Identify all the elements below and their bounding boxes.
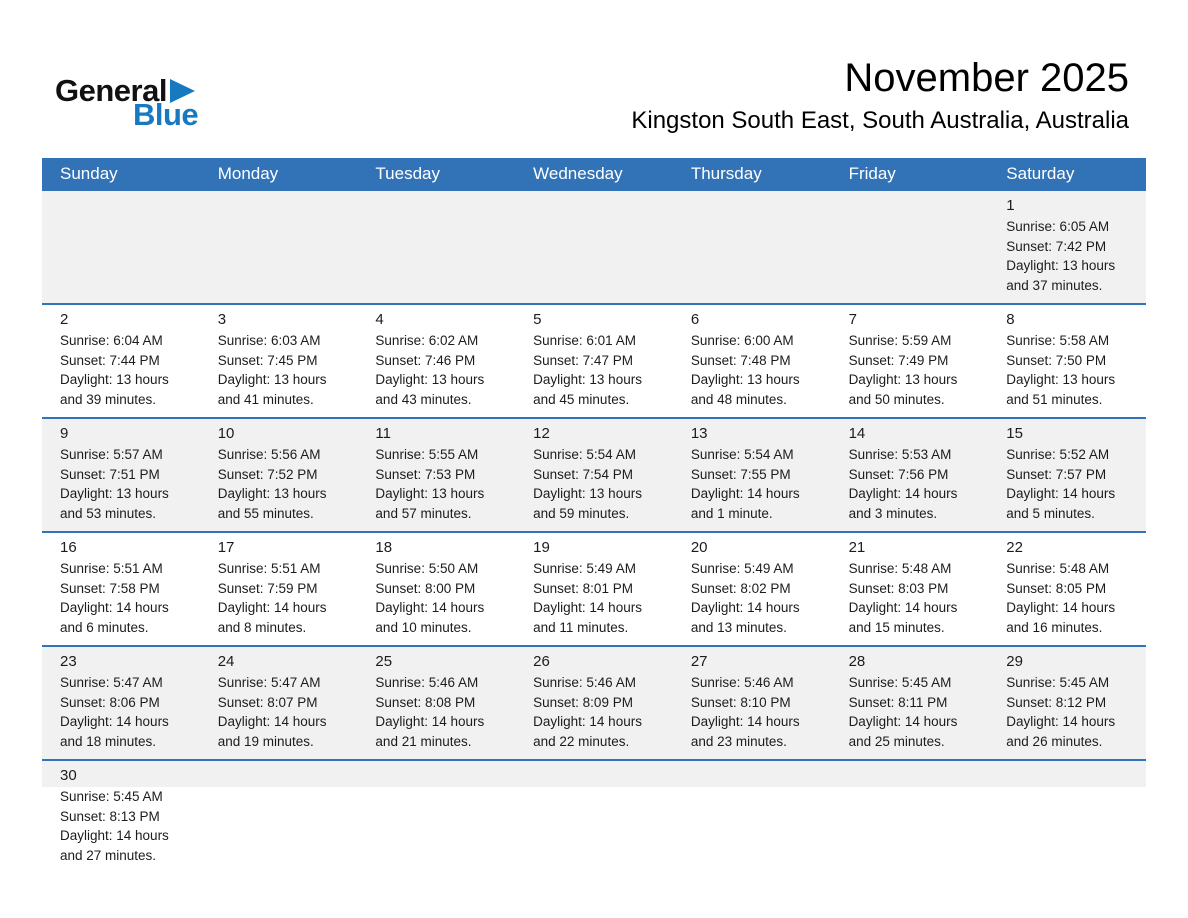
day-cell-28 [831,647,989,759]
date-number: 10 [217,425,235,442]
date-number: 23 [60,653,77,670]
day-info-line: Daylight: 13 hours [217,372,327,387]
day-info-line: Sunset: 7:49 PM [848,352,949,368]
day-info-line: Sunset: 7:48 PM [690,352,791,368]
day-cell-29 [988,647,1146,759]
weekday-header-wednesday: Wednesday [533,164,623,183]
date-number: 28 [848,653,866,670]
day-info-line: and 50 minutes. [848,391,945,407]
general-blue-logo [55,73,199,132]
day-info-line: Daylight: 13 hours [848,372,958,387]
day-info-line: Sunrise: 5:49 AM [533,561,636,576]
day-cell-empty [831,191,989,303]
day-info-line: Sunrise: 5:45 AM [848,675,952,690]
day-info-line: Sunrise: 5:45 AM [1006,675,1110,690]
day-info-line: and 11 minutes. [533,619,629,635]
day-info-line: and 13 minutes. [690,619,787,635]
day-info-line: Daylight: 14 hours [375,600,485,615]
day-info-line: Sunset: 8:05 PM [1006,580,1107,596]
day-info-line: Sunrise: 5:52 AM [1006,447,1110,462]
day-info-line: Sunrise: 5:59 AM [848,333,952,348]
date-number: 26 [533,653,550,670]
day-info-line: and 22 minutes. [533,733,630,749]
day-info-line: Daylight: 13 hours [60,486,169,501]
day-cell-empty [515,191,673,303]
week-row-2 [42,303,1146,417]
date-number: 19 [533,539,550,556]
calendar-table [42,158,1146,918]
day-info-line: and 1 minute. [690,505,773,521]
day-info-line: Daylight: 14 hours [60,600,169,615]
day-info-line: and 39 minutes. [60,391,157,407]
day-info-line: and 6 minutes. [60,619,149,635]
day-info-line: and 45 minutes. [533,391,630,407]
date-number: 29 [1006,653,1023,670]
day-cell-2 [42,305,200,417]
weekday-header-row [42,158,1146,189]
date-number: 5 [533,311,542,328]
day-info-line: and 43 minutes. [375,391,472,407]
day-info-line: Sunset: 8:11 PM [848,694,948,710]
day-info-line: Daylight: 13 hours [533,486,642,501]
day-info-line: Daylight: 14 hours [1006,486,1116,501]
day-cell-22 [988,533,1146,645]
day-info-line: and 57 minutes. [375,505,472,521]
day-info-line: and 41 minutes. [217,391,314,407]
calendar-grid [42,189,1146,873]
date-number: 24 [217,653,235,670]
weekday-header-monday: Monday [217,164,279,183]
week-row-5 [42,645,1146,759]
week-row-4 [42,531,1146,645]
day-info-line: and 59 minutes. [533,505,630,521]
day-cell-empty [357,191,515,303]
day-info-line: Sunset: 8:13 PM [60,808,160,824]
date-number: 15 [1006,425,1023,442]
day-info-line: Sunset: 7:58 PM [60,580,160,596]
week-row-6 [42,759,1146,873]
day-info-line: Sunset: 7:56 PM [848,466,949,482]
day-info-line: and 16 minutes. [1006,619,1103,635]
day-cell-18 [357,533,515,645]
logo-text-general: General [55,73,167,108]
date-number: 14 [848,425,866,442]
day-cell-16 [42,533,200,645]
day-info-line: Sunset: 7:51 PM [60,466,160,482]
day-cell-empty [200,191,358,303]
date-number: 11 [375,425,391,442]
weekday-header-thursday: Thursday [690,164,762,183]
date-number: 7 [848,311,857,328]
day-info-line: Sunrise: 5:46 AM [533,675,636,690]
day-info-line: Sunset: 8:07 PM [217,694,318,710]
day-cell-21 [831,533,989,645]
day-info-line: Sunset: 8:09 PM [533,694,633,710]
day-cell-15 [988,419,1146,531]
day-info-line: Sunrise: 6:03 AM [217,333,321,348]
day-info-line: Daylight: 14 hours [533,714,642,729]
day-info-line: Sunrise: 6:00 AM [690,333,794,348]
day-info-line: and 37 minutes. [1006,277,1103,293]
date-number: 16 [60,539,77,556]
day-info-line: Daylight: 13 hours [1006,372,1116,387]
day-info-line: and 51 minutes. [1006,391,1103,407]
day-info-line: Daylight: 13 hours [375,372,485,387]
day-info-line: Sunrise: 5:51 AM [60,561,163,576]
day-cell-12 [515,419,673,531]
day-info-line: Sunrise: 5:45 AM [60,789,163,804]
day-info-line: Sunrise: 5:49 AM [690,561,794,576]
day-info-line: Daylight: 14 hours [533,600,642,615]
date-number: 6 [690,311,700,328]
date-number: 4 [375,311,384,328]
day-info-line: Sunrise: 6:01 AM [533,333,636,348]
day-info-line: Sunset: 7:46 PM [375,352,476,368]
day-info-line: and 10 minutes. [375,619,472,635]
date-number: 8 [1006,311,1015,328]
day-info-line: Sunset: 7:44 PM [60,352,160,368]
day-info-line: Daylight: 13 hours [217,486,327,501]
week-row-1 [42,189,1146,303]
day-info-line: Daylight: 14 hours [60,828,169,843]
day-info-line: Sunset: 7:55 PM [690,466,791,482]
day-info-line: Sunset: 8:06 PM [60,694,160,710]
date-number: 30 [60,767,77,784]
week-row-3 [42,417,1146,531]
day-info-line: and 25 minutes. [848,733,945,749]
day-cell-17 [200,533,358,645]
day-cell-empty [515,761,673,873]
day-info-line: Daylight: 14 hours [217,714,327,729]
date-number: 27 [690,653,708,670]
date-number: 17 [217,539,235,556]
day-info-line: and 26 minutes. [1006,733,1103,749]
weekday-header-friday: Friday [848,164,896,183]
day-info-line: Sunrise: 5:51 AM [217,561,321,576]
day-cell-1 [988,191,1146,303]
day-info-line: and 48 minutes. [690,391,787,407]
day-info-line: Daylight: 14 hours [375,714,485,729]
day-info-line: and 55 minutes. [217,505,314,521]
day-info-line: Daylight: 14 hours [690,486,800,501]
day-cell-empty [357,761,515,873]
day-info-line: Daylight: 14 hours [1006,714,1116,729]
day-info-line: Sunset: 7:53 PM [375,466,476,482]
day-info-line: Sunrise: 5:57 AM [60,447,163,462]
day-info-line: Daylight: 14 hours [690,714,800,729]
day-info-line: Daylight: 14 hours [848,714,958,729]
day-cell-9 [42,419,200,531]
day-cell-empty [831,761,989,873]
day-cell-8 [988,305,1146,417]
day-cell-empty [200,761,358,873]
day-info-line: and 18 minutes. [60,733,157,749]
date-number: 25 [375,653,393,670]
day-info-line: Sunset: 7:59 PM [217,580,318,596]
day-info-line: Sunset: 8:02 PM [690,580,791,596]
day-info-line: Sunset: 7:52 PM [217,466,318,482]
day-cell-6 [673,305,831,417]
day-cell-24 [200,647,358,759]
day-cell-10 [200,419,358,531]
day-cell-23 [42,647,200,759]
day-info-line: Daylight: 14 hours [1006,600,1116,615]
day-cell-27 [673,647,831,759]
day-info-line: Daylight: 14 hours [848,600,958,615]
day-cell-14 [831,419,989,531]
day-info-line: Daylight: 13 hours [690,372,800,387]
day-info-line: Sunrise: 6:05 AM [1006,219,1110,234]
date-number: 12 [533,425,550,442]
day-info-line: Sunset: 7:45 PM [217,352,318,368]
day-info-line: Daylight: 13 hours [60,372,169,387]
day-info-line: Sunset: 7:42 PM [1006,238,1107,254]
day-cell-25 [357,647,515,759]
location-subtitle: Kingston South East, South Australia, Australia [631,107,1129,134]
day-info-line: and 27 minutes. [60,847,157,863]
day-info-line: and 5 minutes. [1006,505,1095,521]
day-info-line: and 3 minutes. [848,505,938,521]
day-info-line: Sunrise: 5:46 AM [375,675,479,690]
day-info-line: Sunrise: 5:46 AM [690,675,794,690]
day-info-line: Sunrise: 5:56 AM [217,447,321,462]
day-info-line: and 19 minutes. [217,733,314,749]
day-cell-empty [988,761,1146,873]
weekday-header-sunday: Sunday [60,164,118,183]
day-info-line: Sunrise: 5:48 AM [1006,561,1110,576]
logo-text-blue: Blue [133,97,199,132]
day-info-line: Daylight: 14 hours [848,486,958,501]
date-number: 13 [690,425,708,442]
day-info-line: Sunrise: 6:02 AM [375,333,479,348]
day-info-line: Sunset: 7:47 PM [533,352,633,368]
day-cell-4 [357,305,515,417]
day-info-line: Daylight: 14 hours [60,714,169,729]
day-info-line: Daylight: 13 hours [1006,258,1116,273]
day-info-line: Sunrise: 5:53 AM [848,447,952,462]
day-info-line: Sunrise: 5:47 AM [60,675,163,690]
day-info-line: Sunset: 8:08 PM [375,694,476,710]
day-info-line: Sunset: 7:54 PM [533,466,633,482]
day-info-line: Sunset: 8:03 PM [848,580,949,596]
date-number: 21 [848,539,866,556]
day-info-line: Daylight: 14 hours [690,600,800,615]
day-info-line: Sunset: 8:00 PM [375,580,476,596]
day-cell-13 [673,419,831,531]
day-info-line: Sunrise: 5:50 AM [375,561,479,576]
day-cell-empty [673,191,831,303]
day-info-line: Daylight: 14 hours [217,600,327,615]
day-info-line: Sunset: 7:50 PM [1006,352,1107,368]
title-block [631,55,1129,136]
day-info-line: and 15 minutes. [848,619,945,635]
date-number: 18 [375,539,393,556]
month-title: November 2025 [844,56,1129,100]
day-cell-20 [673,533,831,645]
day-info-line: Sunrise: 5:48 AM [848,561,952,576]
day-info-line: Sunrise: 5:47 AM [217,675,321,690]
day-info-line: and 21 minutes. [375,733,472,749]
day-cell-30 [42,761,200,873]
weekday-header-tuesday: Tuesday [375,164,440,183]
day-info-line: Sunrise: 5:58 AM [1006,333,1110,348]
day-cell-5 [515,305,673,417]
date-number: 1 [1006,197,1015,214]
day-info-line: Sunset: 8:12 PM [1006,694,1107,710]
day-info-line: Sunrise: 5:54 AM [533,447,636,462]
day-info-line: Sunrise: 5:55 AM [375,447,479,462]
date-number: 20 [690,539,708,556]
day-cell-7 [831,305,989,417]
day-info-line: Daylight: 13 hours [533,372,642,387]
day-info-line: Sunset: 8:10 PM [690,694,791,710]
day-cell-11 [357,419,515,531]
date-number: 22 [1006,539,1023,556]
date-number: 2 [60,311,69,328]
weekday-header-saturday: Saturday [1006,164,1075,183]
day-info-line: Sunset: 7:57 PM [1006,466,1107,482]
day-cell-19 [515,533,673,645]
day-cell-empty [673,761,831,873]
day-info-line: Daylight: 13 hours [375,486,485,501]
day-info-line: and 23 minutes. [690,733,787,749]
date-number: 3 [217,311,227,328]
day-cell-26 [515,647,673,759]
day-cell-empty [42,191,200,303]
day-cell-3 [200,305,358,417]
page-header [0,0,1188,158]
day-info-line: Sunset: 8:01 PM [533,580,633,596]
day-info-line: and 53 minutes. [60,505,157,521]
day-info-line: and 8 minutes. [217,619,307,635]
day-info-line: Sunrise: 6:04 AM [60,333,163,348]
date-number: 9 [60,425,69,442]
day-info-line: Sunrise: 5:54 AM [690,447,794,462]
